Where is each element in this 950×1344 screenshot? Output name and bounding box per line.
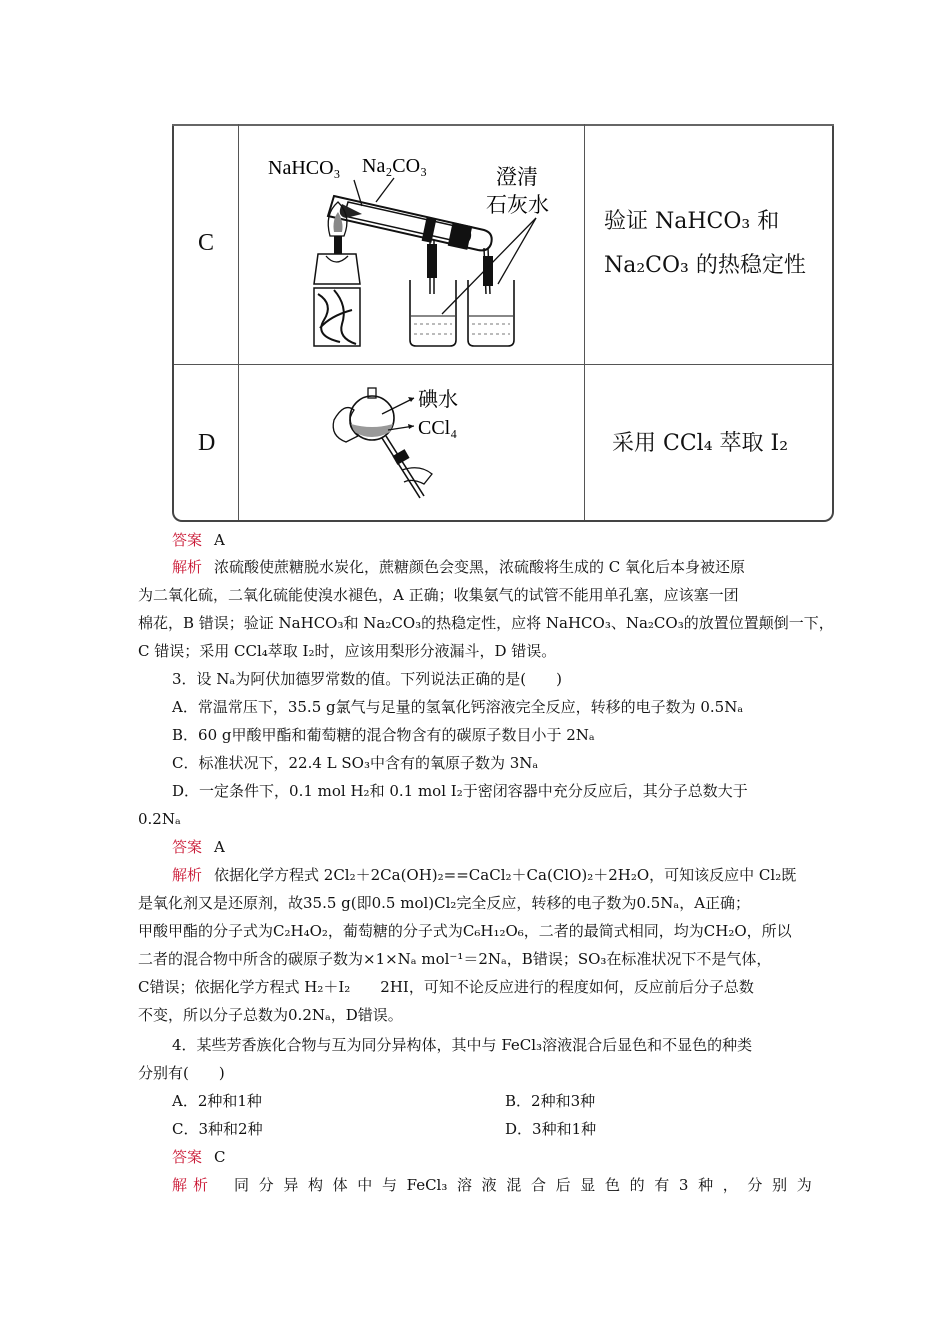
q3-option: D．一定条件下，0.1 mol H₂和 0.1 mol I₂于密闭容器中充分反应后，其分子总数大于 [172,782,748,800]
q3-analysis-line: 解析 依据化学方程式 2Cl₂＋2Ca(OH)₂==CaCl₂＋Ca(ClO)₂＋2H₂O，可知该反应中 Cl₂既 [172,866,797,884]
q4-option-d: D．3种和1种 [505,1120,597,1138]
thermal-stability-apparatus [244,144,580,359]
ccl4-label: CCl₄ [418,417,458,439]
analysis-key: 解析 [172,1176,215,1194]
row-d-label: D [198,430,216,456]
row-c-purpose-line2: Na₂CO₃ 的热稳定性 [604,253,806,278]
q2-analysis-line: C 错误；采用 CCl₄萃取 I₂时，应该用梨形分液漏斗，D 错误。 [138,642,557,660]
col-divider-2 [584,124,585,520]
q4-stem-continued: 分别有( ) [138,1064,225,1082]
q4-analysis-word: FeCl₃ [406,1176,448,1194]
q4-analysis-word: 后 [555,1176,571,1194]
answer-key: 答案 [172,1148,203,1166]
q3-analysis-line: 是氧化剂又是还原剂，故35.5 g(即0.5 mol)Cl₂完全反应，转移的电子数为0.5Nₐ，A正确； [138,894,751,912]
q4-analysis-word: 混 [506,1176,522,1194]
q3-analysis-line: C错误；依据化学方程式 H₂＋I₂ 2HI，可知不论反应进行的程度如何，反应前后分子总数 [138,978,754,996]
analysis-key: 解析 [172,866,203,884]
q4-analysis-word: 分 [747,1176,763,1194]
col-divider-1 [238,124,239,520]
q4-analysis-word: 同 [234,1176,250,1194]
q4-option-b: B．2种和3种 [505,1092,596,1110]
q3-option: B．60 g甲酸甲酯和葡萄糖的混合物含有的碳原子数目小于 2Nₐ [172,726,595,744]
q4-analysis-word: ， [722,1176,738,1194]
separatory-funnel-apparatus [324,380,484,510]
iodine-water-label: 碘水 [418,389,458,411]
row-c-label: C [198,230,215,256]
q4-analysis-word: 中 [357,1176,373,1194]
q3-answer: 答案 A [172,838,225,856]
q4-analysis-word: 为 [796,1176,812,1194]
experiment-table [172,124,834,522]
q4-analysis-word: 溶 [457,1176,473,1194]
q4-analysis-word: 分 [258,1176,274,1194]
q4-analysis-word: 显 [580,1176,596,1194]
q4-analysis-word: 有 [654,1176,670,1194]
q4-analysis-word: 构 [307,1176,323,1194]
table-top-line [172,124,834,126]
q4-analysis-word: 异 [283,1176,299,1194]
q2-analysis-line: 为二氧化硫，二氧化硫能使溴水褪色，A 正确；收集氨气的试管不能用单孔塞，应该塞一团 [138,586,739,604]
q3-analysis-line: 甲酸甲酯的分子式为C₂H₄O₂，葡萄糖的分子式为C₆H₁₂O₆，二者的最简式相同，均为CH₂O，所以 [138,922,792,940]
q3-option: A．常温常压下，35.5 g氯气与足量的氢氧化钙溶液完全反应，转移的电子数为 0.5Nₐ [172,698,744,716]
q3-option: C．标准状况下，22.4 L SO₃中含有的氧原子数为 3Nₐ [172,754,539,772]
row-divider [174,364,832,365]
na2co3-label: Na₂CO₃ [362,155,428,177]
q4-analysis-word: 别 [772,1176,788,1194]
q2-answer: 答案 A [172,531,225,549]
lime-water-label-2: 石灰水 [486,193,549,217]
answer-key: 答案 [172,838,203,856]
nahco3-label: NaHCO₃ [268,157,341,179]
q2-analysis-line: 棉花，B 错误；验证 NaHCO₃和 Na₂CO₃的热稳定性，应将 NaHCO₃、Na₂CO₃的放置位置颠倒一下， [138,614,834,632]
q4-analysis-word: 液 [481,1176,497,1194]
q4-analysis-line [172,1175,812,1195]
q2-analysis-line: 解析 浓硫酸使蔗糖脱水炭化，蔗糖颜色会变黑，浓硫酸将生成的 C 氧化后本身被还原 [172,558,746,576]
q3-stem: 3．设 Nₐ为阿伏加德罗常数的值。下列说法正确的是( ) [172,670,562,688]
q3-analysis-line: 二者的混合物中所含的碳原子数为×1×Nₐ mol⁻¹＝2Nₐ，B错误；SO₃在标准状况下不是气体， [138,950,772,968]
q4-answer: 答案 C [172,1148,226,1166]
q4-analysis-word: 体 [332,1176,348,1194]
q4-analysis-word: 的 [629,1176,645,1194]
row-c-purpose-line1: 验证 NaHCO₃ 和 [604,209,780,234]
q4-analysis-word: 色 [604,1176,620,1194]
row-d-purpose: 采用 CCl₄ 萃取 I₂ [612,431,789,456]
analysis-key: 解析 [172,558,203,576]
q4-option-c: C．3种和2种 [172,1120,263,1138]
q4-analysis-word: 与 [381,1176,397,1194]
q4-analysis-word: 合 [530,1176,546,1194]
q4-analysis-word: 3 [678,1176,689,1194]
q4-option-a: A．2种和1种 [172,1092,262,1110]
answer-key: 答案 [172,531,203,549]
q3-analysis-line: 不变，所以分子总数为0.2Nₐ，D错误。 [138,1006,403,1024]
q3-option-continued: 0.2Nₐ [138,810,181,828]
lime-water-label-1: 澄清 [496,165,538,189]
q4-stem: 4．某些芳香族化合物与互为同分异构体，其中与 FeCl₃溶液混合后显色和不显色的种类 [172,1036,753,1054]
q4-analysis-word: 种 [698,1176,714,1194]
